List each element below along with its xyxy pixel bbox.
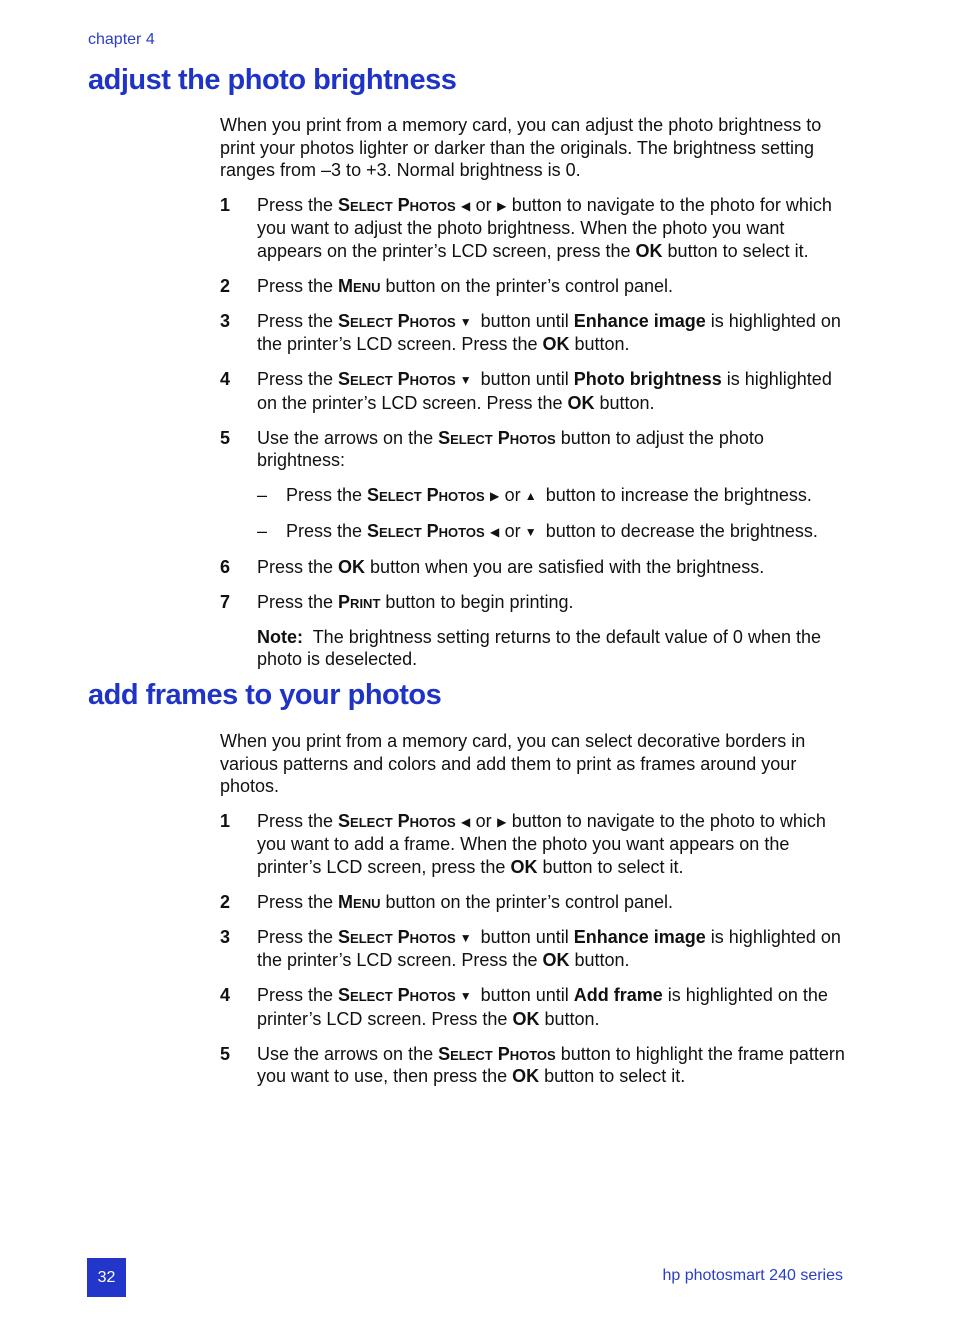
arrow-icon: ▼ [459, 373, 472, 387]
text-run: Press the [257, 369, 339, 389]
text-run: button to select it. [537, 856, 684, 877]
step-number: 2 [220, 275, 231, 296]
button-name: Select Photos [338, 810, 456, 831]
text-run: button to begin printing. [380, 591, 574, 612]
text-run: Press the [257, 310, 339, 331]
button-name: Select Photos [367, 520, 485, 541]
step-item [220, 810, 846, 879]
button-name: Select Photos [338, 194, 456, 215]
step-item [220, 368, 846, 414]
arrow-icon: ▼ [459, 989, 472, 1003]
button-name: Menu [338, 275, 381, 296]
button-name: Print [338, 591, 381, 612]
section-title-frames: add frames to your photos [88, 679, 442, 711]
text-run: Use the arrows on the [257, 427, 439, 448]
section-title-brightness: adjust the photo brightness [88, 64, 457, 96]
step-item [220, 1043, 846, 1088]
text-run: Press the [257, 275, 339, 296]
step-item [220, 926, 846, 972]
step-number: 1 [220, 194, 231, 215]
arrow-icon: ▶ [497, 198, 507, 213]
text-run: or [475, 810, 492, 831]
note-label: Note: [257, 626, 303, 647]
button-name: Select Photos [438, 1043, 556, 1064]
text-run: or [475, 194, 492, 215]
text-run: Press the [257, 556, 339, 577]
text-run: button. [594, 392, 655, 413]
text-run: button until [475, 985, 574, 1005]
text-run: button to adjust the photo brightness: [257, 427, 764, 470]
bold-term: Enhance image [573, 926, 706, 947]
note-text: The brightness setting returns to the default value of 0 when the photo is deselected. [257, 626, 822, 669]
button-name: Select Photos [338, 310, 456, 331]
step-number: 3 [220, 310, 231, 331]
step-number: 3 [220, 926, 231, 947]
text-run: button to decrease the brightness. [540, 520, 818, 541]
steps-list [220, 194, 846, 614]
text-run: Press the [257, 194, 339, 215]
button-name: Select Photos [338, 926, 456, 947]
bold-term: OK [567, 392, 595, 413]
arrow-icon: ▼ [459, 930, 472, 945]
bold-term: Enhance image [573, 310, 706, 331]
text-run: button to increase the brightness. [540, 484, 812, 505]
text-run: button until [475, 369, 574, 389]
bold-term: Add frame [573, 985, 663, 1005]
step-number: 4 [220, 985, 231, 1005]
step-item [220, 591, 846, 614]
step-item [220, 556, 846, 579]
arrow-icon: ◀ [461, 198, 471, 213]
bold-term: OK [512, 1008, 540, 1029]
dash-marker: – [257, 520, 268, 541]
chapter-label: chapter 4 [88, 31, 155, 48]
bold-term: OK [512, 1066, 540, 1086]
bold-term: OK [510, 856, 538, 877]
button-name: Select Photos [367, 484, 485, 505]
text-run: button until [475, 926, 574, 947]
text-run: button on the printer’s control panel. [380, 891, 674, 912]
text-run: Press the [257, 891, 339, 912]
arrow-icon: ▼ [524, 524, 537, 539]
step-number: 5 [220, 427, 231, 448]
text-run: button to navigate to the photo for which you want to adjust the photo brightness. When the photo you want appears on the printer’s LCD screen, press the [257, 194, 832, 261]
step-item [220, 891, 846, 914]
section-brightness [220, 114, 846, 671]
arrow-icon: ◀ [490, 524, 500, 539]
step-number: 4 [220, 369, 231, 389]
text-run: Press the [286, 484, 368, 505]
step-number: 1 [220, 810, 231, 831]
sub-step-item [257, 484, 846, 508]
page-number: 32 [87, 1258, 126, 1297]
step-item [220, 194, 846, 263]
sub-step-item [257, 520, 846, 544]
text-run: or [504, 484, 521, 505]
text-run: Press the [257, 591, 339, 612]
text-run: is highlighted on the printer’s LCD screen. Press the [257, 310, 841, 354]
text-run: button on the printer’s control panel. [380, 275, 674, 296]
step-number: 2 [220, 891, 231, 912]
bold-term: Photo brightness [573, 369, 722, 389]
note [257, 626, 846, 671]
text-run: button until [475, 310, 574, 331]
step-number: 5 [220, 1043, 231, 1064]
bold-term: OK [635, 240, 663, 261]
arrow-icon: ▶ [490, 488, 500, 503]
text-run: button to highlight the frame pattern you want to use, then press the [257, 1043, 845, 1086]
button-name: Select Photos [438, 427, 556, 448]
bold-term: OK [338, 556, 366, 577]
text-run: Press the [257, 985, 339, 1005]
text-run: button to select it. [539, 1066, 686, 1086]
text-run: Press the [286, 520, 368, 541]
text-run: Press the [257, 926, 339, 947]
product-series: hp photosmart 240 series [662, 1267, 843, 1284]
text-run: button. [569, 950, 630, 970]
text-run: button. [539, 1008, 600, 1029]
text-run: button when you are satisfied with the brightness. [365, 556, 765, 577]
text-run: button to navigate to the photo to which you want to add a frame. When the photo you want appears on the printer’s LCD screen, press the [257, 810, 826, 877]
text-run: Press the [257, 810, 339, 831]
text-run: is highlighted on the printer’s LCD screen. Press the [257, 369, 832, 413]
button-name: Select Photos [338, 985, 456, 1005]
text-run: is highlighted on the printer’s LCD screen. Press the [257, 985, 828, 1029]
text-run: button. [569, 334, 630, 354]
text-run: or [504, 520, 521, 541]
intro-paragraph: When you print from a memory card, you can select decorative borders in various patterns and colors and add them to print as frames around your photos. [220, 731, 806, 796]
text-run: Use the arrows on the [257, 1043, 439, 1064]
bold-term: OK [542, 950, 570, 970]
dash-marker: – [257, 484, 268, 505]
step-item [220, 427, 846, 544]
arrow-icon: ▶ [497, 814, 507, 829]
section-frames [220, 730, 846, 1100]
arrow-icon: ◀ [461, 814, 471, 829]
step-item [220, 275, 846, 298]
arrow-icon: ▲ [524, 488, 537, 503]
sub-step-list [257, 484, 846, 544]
step-item [220, 310, 846, 356]
steps-list [220, 810, 846, 1088]
step-item [220, 984, 846, 1030]
step-number: 6 [220, 556, 231, 577]
button-name: Menu [338, 891, 381, 912]
step-number: 7 [220, 591, 231, 612]
bold-term: OK [542, 334, 570, 354]
button-name: Select Photos [338, 369, 456, 389]
text-run: button to select it. [662, 240, 809, 261]
intro-paragraph: When you print from a memory card, you can adjust the photo brightness to print your photos lighter or darker than the originals. The brightness setting ranges from –3 to +3. Normal brightness is 0. [220, 115, 822, 180]
text-run: is highlighted on the printer’s LCD screen. Press the [257, 926, 841, 970]
arrow-icon: ▼ [459, 314, 472, 329]
